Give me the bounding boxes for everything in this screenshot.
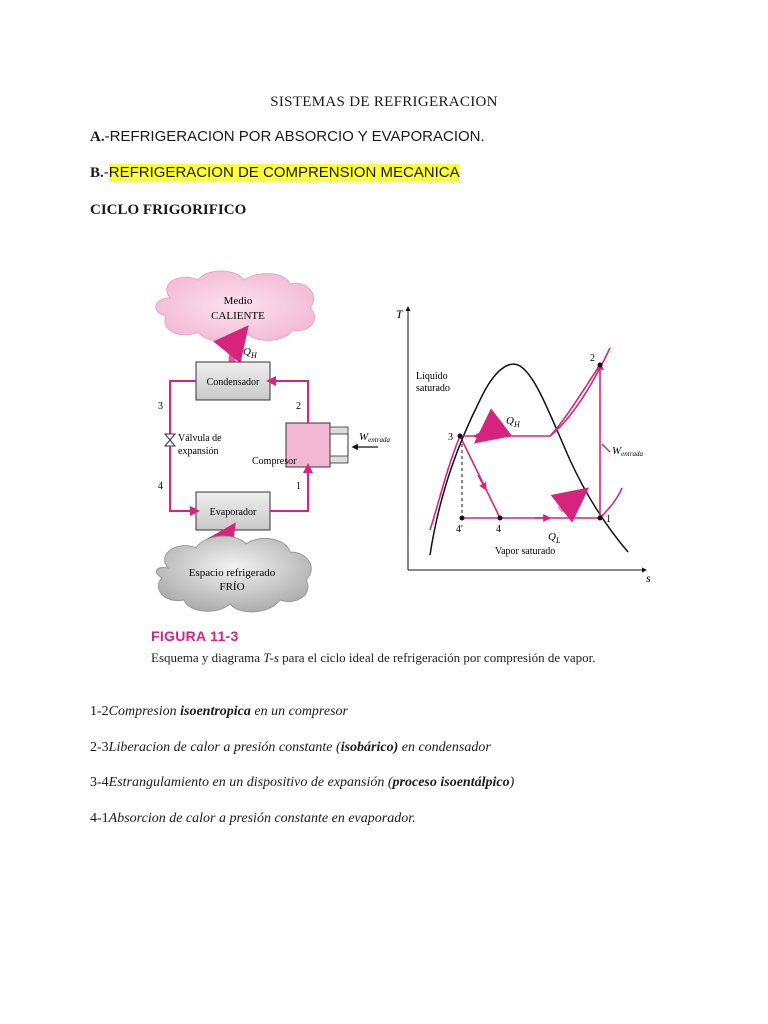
cold-space-cloud (156, 536, 311, 612)
process-text: en un compresor (250, 704, 348, 719)
sat-vapor-label: Vapor saturado (495, 546, 556, 557)
evaporator-label: Evaporador (209, 507, 257, 518)
section-b-prefix: B. (90, 165, 104, 181)
process-number: 3-4 (90, 775, 109, 790)
section-b-text: REFRIGERACION DE COMPRENSION MECANICA (108, 164, 460, 181)
process-number: 2-3 (90, 740, 109, 755)
hot-medium-label-2: CALIENTE (211, 310, 265, 322)
section-a (90, 128, 485, 146)
schem-q-h: $Q_H$ (243, 346, 257, 360)
process-text-bold: isoentropica (180, 704, 251, 719)
process-text: en condensador (398, 740, 491, 755)
compressor-shaft-bottom (330, 456, 348, 463)
process-number: 4-1 (90, 811, 109, 826)
process-2-3 (90, 740, 491, 756)
t-axis-label: T (396, 307, 403, 321)
process-number: 1-2 (90, 704, 109, 719)
hot-medium-label-1: Medio (223, 295, 253, 307)
ts-point-3: 3 (448, 432, 453, 443)
compressor-label: Compresor (252, 456, 297, 467)
ts-points (458, 363, 603, 521)
section-b-dash: - (103, 164, 109, 181)
ts-q-l-arrow (560, 496, 578, 510)
section-heading-ciclo: CICLO FRIGORIFICO (90, 202, 247, 218)
figure-caption (151, 650, 595, 666)
ts-q-l: $Q_L$ (548, 531, 561, 545)
refrigeration-figure (140, 270, 660, 620)
caption-post: para el ciclo ideal de refrigeración por compresión de vapor. (278, 650, 596, 665)
ts-q-h: $Q_H$ (506, 415, 520, 429)
schem-state-2: 2 (296, 401, 301, 412)
section-a-text: -REFRIGERACION POR ABSORCIO Y EVAPORACION. (104, 128, 485, 145)
process-3-4 (90, 775, 514, 791)
ts-point-4: 4 (496, 524, 501, 535)
caption-ts: T-s (263, 650, 279, 665)
page-title: SISTEMAS DE REFRIGERACION (270, 94, 498, 110)
ts-q-h-arrow (485, 422, 502, 435)
s-axis-label: s (646, 571, 651, 585)
schem-state-1: 1 (296, 481, 301, 492)
section-a-prefix: A. (90, 129, 105, 145)
sat-liquid-label-1: Líquido (416, 371, 448, 382)
hot-medium-cloud (156, 271, 315, 341)
valve-label-2: expansión (178, 446, 219, 457)
ts-point-4prime: 4' (456, 524, 463, 535)
ts-point-2: 2 (590, 353, 595, 364)
ts-point-1: 1 (606, 514, 611, 525)
cold-space-label-2: FRÍO (219, 581, 245, 593)
process-text: ) (509, 775, 515, 790)
section-b (90, 164, 460, 182)
process-text: Liberacion de calor a presión constante ( (108, 740, 341, 755)
ts-work-in: Wentrada (612, 445, 643, 458)
sat-liquid-label-2: saturado (416, 383, 450, 394)
ts-diagram (396, 307, 651, 585)
process-4-1 (90, 811, 416, 827)
ts-work-arrow (602, 444, 610, 452)
process-text: Estrangulamiento en un dispositivo de expansión ( (108, 775, 393, 790)
process-text-bold: proceso isoentálpico (392, 775, 510, 790)
figure-label: FIGURA 11-3 (151, 628, 239, 644)
process-text: Compresion (108, 704, 181, 719)
process-text-bold: isobárico) (340, 740, 399, 755)
process-text: Absorcion de calor a presión constante en evaporador (108, 811, 413, 826)
schem-state-3: 3 (158, 401, 163, 412)
cold-space-label-1: Espacio refrigerado (188, 567, 276, 579)
process-1-2 (90, 704, 348, 720)
schem-state-4: 4 (158, 481, 163, 492)
figure-drawing (140, 270, 660, 615)
schem-work-in: Wentrada (359, 431, 390, 444)
process-text: . (412, 811, 416, 826)
compressor-shaft-top (330, 427, 348, 434)
expansion-valve-icon (165, 434, 175, 456)
caption-pre: Esquema y diagrama (151, 650, 264, 665)
condenser-label: Condensador (206, 377, 260, 388)
valve-label-1: Válvula de (178, 433, 222, 444)
